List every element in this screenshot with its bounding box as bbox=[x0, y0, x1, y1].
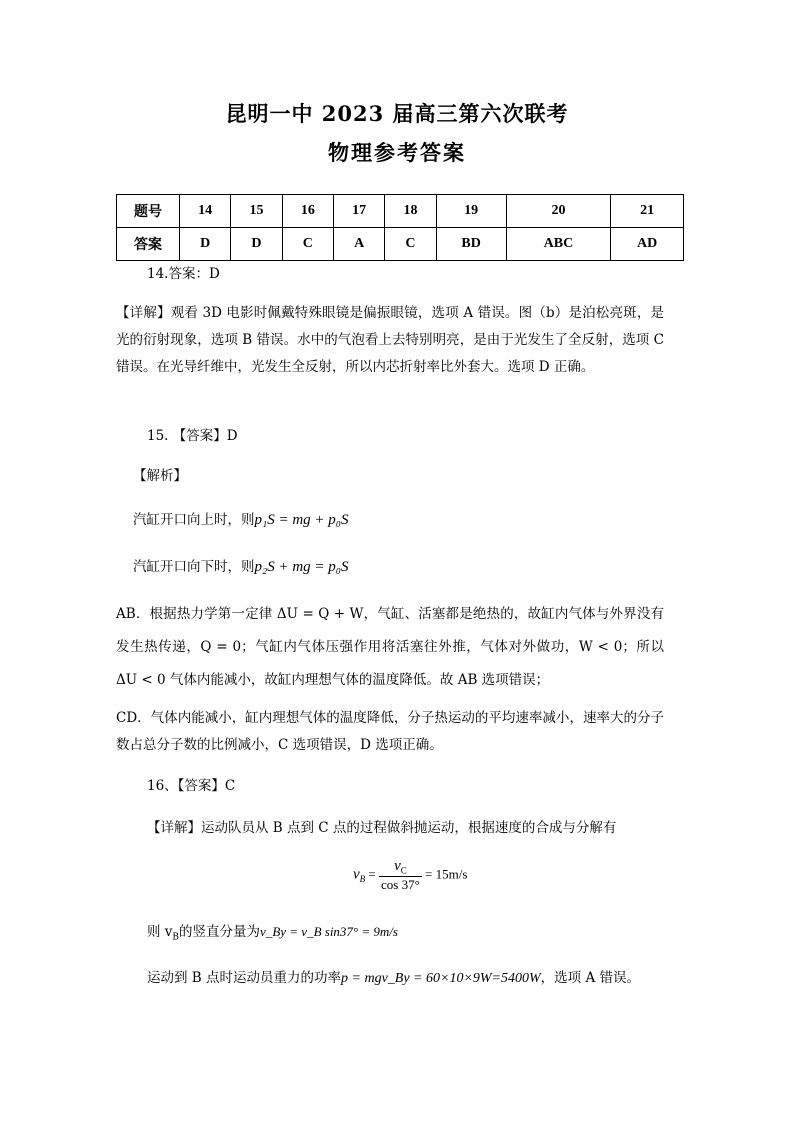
q14-detail: 【详解】观看 3D 电影时佩戴特殊眼镜是偏振眼镜，选项 A 错误。图（b）是泊松亮斑，是光的衍射现象，选项 B 错误。水中的气泡看上去特别明亮，是由于光发生了全反射，选项 C 错误。在光导纤维中，光发生全反射，所以内芯折射率比外套大。选项 D 正确。 bbox=[116, 305, 664, 375]
table-cell: D bbox=[180, 228, 231, 261]
q15-line2 bbox=[133, 557, 349, 577]
q15-ab-paragraph: AB．根据热力学第一定律 ΔU = Q + W，气缸、活塞都是绝热的，故缸内气体与外界没有发生热传递，Q = 0；气缸内气体压强作用将活塞往外推，气体对外做功，W < 0；所以 ΔU < 0 气体内能减小，故缸内理想气体的温度降低。故 AB 选项错误； bbox=[116, 606, 664, 688]
table-row-answers bbox=[117, 228, 684, 261]
numerator-sub: C bbox=[400, 865, 407, 876]
q14-answer: 14.答案：D bbox=[147, 266, 220, 282]
q16-detail: 【详解】运动队员从 B 点到 C 点的过程做斜抛运动，根据速度的合成与分解有 bbox=[147, 820, 617, 836]
table-cell: 15 bbox=[231, 195, 282, 228]
q15-analysis-label: 【解析】 bbox=[133, 468, 187, 484]
q16-answer: 16、【答案】C bbox=[147, 778, 236, 794]
table-cell: C bbox=[282, 228, 333, 261]
table-row-numbers bbox=[117, 195, 684, 228]
numerator-v: v bbox=[394, 858, 401, 874]
table-cell: D bbox=[231, 228, 282, 261]
q15-line1 bbox=[133, 510, 349, 530]
q16-velocity-formula: $v_B$ = $\frac{v_C}{\cos 37^\circ}$ = 15m/s bbox=[353, 858, 468, 892]
table-cell: BD bbox=[436, 228, 506, 261]
formula-lhs-sub: B bbox=[359, 873, 366, 884]
formula-lhs: v bbox=[353, 866, 360, 883]
table-cell: 16 bbox=[282, 195, 333, 228]
vertical-sub: B bbox=[172, 932, 180, 943]
vertical-formula: v_By = v_B sin37° = 9m/s bbox=[260, 924, 398, 939]
table-cell: 18 bbox=[385, 195, 436, 228]
q15-line1-formula: p₁S = mg + p₀S bbox=[254, 512, 349, 528]
q16-vertical-line bbox=[147, 922, 398, 948]
table-cell: 20 bbox=[506, 195, 611, 228]
table-cell: 14 bbox=[180, 195, 231, 228]
q15-line1-text: 汽缸开口向上时，则 bbox=[133, 512, 255, 528]
q15-cd-paragraph: CD．气体内能减小，缸内理想气体的温度降低，分子热运动的平均速率减小，速率大的分子数占总分子数的比例减小，C 选项错误，D 选项正确。 bbox=[116, 710, 664, 753]
formula-denominator: cos 37° bbox=[381, 876, 420, 892]
power-text: 运动到 B 点时运动员重力的功率 bbox=[147, 970, 342, 986]
table-cell: C bbox=[385, 228, 436, 261]
table-cell: 19 bbox=[436, 195, 506, 228]
table-cell: AD bbox=[611, 228, 684, 261]
power-formula: p = mgv_By = 60×10×9W=5400W bbox=[341, 971, 541, 986]
table-header-answer: 答案 bbox=[117, 228, 180, 261]
answer-table bbox=[116, 194, 684, 261]
table-cell: 17 bbox=[333, 195, 384, 228]
formula-numerator bbox=[379, 858, 422, 877]
table-header-number: 题号 bbox=[117, 195, 180, 228]
table-cell: ABC bbox=[506, 228, 611, 261]
q15-line2-formula: p₂S + mg = p₀S bbox=[254, 559, 349, 575]
table-cell: 21 bbox=[611, 195, 684, 228]
vertical-text2: 的竖直分量为 bbox=[179, 924, 261, 940]
table-cell: A bbox=[333, 228, 384, 261]
q16-power-line bbox=[147, 968, 640, 989]
vertical-text: 则 v bbox=[147, 924, 173, 940]
q15-answer: 15. 【答案】D bbox=[147, 428, 238, 444]
q15-line2-text: 汽缸开口向下时，则 bbox=[133, 559, 255, 575]
page-title: 昆明一中 2023 届高三第六次联考 bbox=[225, 101, 569, 126]
formula-rhs: = 15m/s bbox=[425, 866, 468, 882]
formula-fraction bbox=[379, 858, 422, 893]
page-subtitle: 物理参考答案 bbox=[328, 140, 466, 165]
power-tail: ，选项 A 错误。 bbox=[540, 970, 641, 986]
